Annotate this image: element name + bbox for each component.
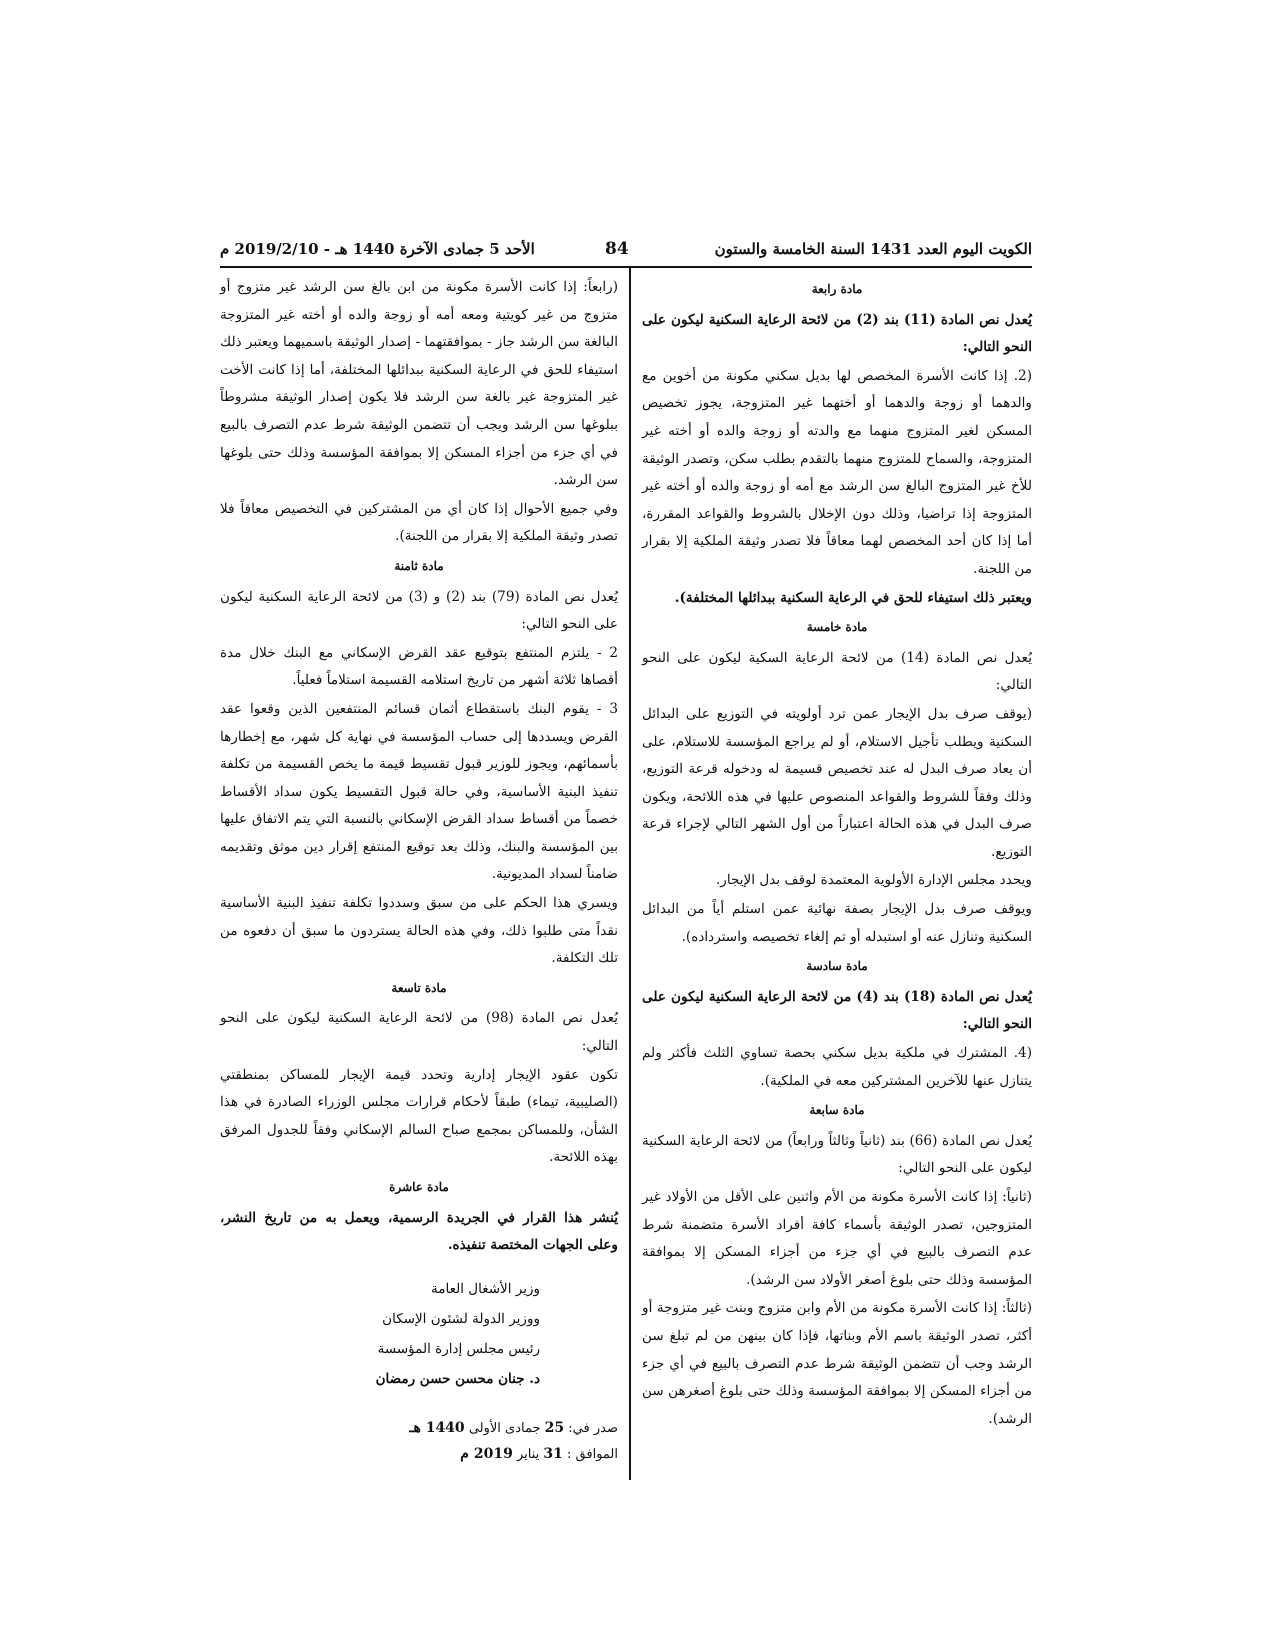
page-number: 84 (605, 239, 629, 259)
header-date: الأحد 5 جمادى الآخرة 1440 هـ - 2019/2/10 م (220, 240, 535, 258)
signatory-title-3: رئيس مجلس إدارة المؤسسة (377, 1340, 540, 1357)
issued-hijri-year: 1440 هـ (409, 1419, 465, 1436)
signatory-title-1: وزير الأشغال العامة (431, 1280, 540, 1297)
signature-block (220, 1274, 618, 1394)
issue-date-hijri (220, 1416, 618, 1441)
article-heading: مادة سابعة (809, 1103, 865, 1118)
article-paragraph: (ثالثاً: إذا كانت الأسرة مكونة من الأم وابن متزوج وبنت غير متزوجة أو أكثر، تصدر الوثيقة باسم الأم وبناتها، فإذا كان بينهن من لم تبلغ سن الرشد وجب أن تتضمن الوثيقة شرط عدم التصرف بالبيع في أي جزء من أجزاء المسكن إلا بموافقة المؤسسة وذلك حتى بلوغ أصغرهن سن الرشد). (642, 1300, 1032, 1427)
article-paragraph: ويحدد مجلس الإدارة الأولوية المعتمدة لوقف بدل الإيجار. (715, 872, 1032, 889)
issued-greg-year: 2019 م (460, 1445, 513, 1462)
signatory-title-2: ووزير الدولة لشئون الإسكان (382, 1310, 540, 1327)
left-column (220, 274, 618, 1468)
article-paragraph: يُعدل نص المادة (79) بند (2) و (3) من لائحة الرعاية السكنية ليكون على النحو التالي: (220, 588, 618, 633)
article-heading: مادة سادسة (806, 959, 868, 974)
article-paragraph: (رابعاً: إذا كانت الأسرة مكونة من ابن بالغ سن الرشد غير متزوج أو متزوج من غير كويتية ومعه أمه أو زوجة والده أو أخته غير المتزوجة البالغة سن الرشد جاز - بموافقتهما - إصدار الوثيقة باسميهما ويعتبر ذلك استيفاء للحق في الرعاية السكنية ببدائلها المختلفة، أما إذا كانت الأخت غير المتزوجة غير بالغة سن الرشد فلا يكون إصدار الوثيقة مشروطاً ببلوغها سن الرشد ويجب أن تتضمن الوثيقة شرط عدم التصرف بالبيع في أي جزء من أجزاء المسكن إلا بموافقة المؤسسة وذلك حتى بلوغها سن الرشد. (220, 279, 618, 489)
article-heading: مادة تاسعة (391, 980, 447, 995)
article-paragraph: (ثانياً: إذا كانت الأسرة مكونة من الأم واثنين على الأقل من الأولاد غير المتزوجين، تصدر الوثيقة بأسماء كافة أفراد الأسرة متضمنة شرط عدم التصرف بالبيع في أي جزء من أجزاء المسكن إلا بموافقة المؤسسة وذلك حتى بلوغ أصغر الأولاد سن الرشد). (642, 1189, 1032, 1288)
article-paragraph: يُعدل نص المادة (14) من لائحة الرعاية السكية ليكون على النحو التالي: (642, 649, 1033, 694)
issued-label: صدر في: (568, 1420, 618, 1436)
article-paragraph: ويعتبر ذلك استيفاء للحق في الرعاية السكنية ببدائلها المختلفة). (674, 589, 1032, 606)
header-publication: الكويت اليوم العدد 1431 السنة الخامسة والستون (714, 240, 1032, 258)
issued-greg-month: يناير (516, 1446, 540, 1462)
article-paragraph: 2 - يلتزم المنتفع بتوقيع عقد القرض الإسكاني مع البنك خلال مدة أقصاها ثلاثة أشهر من تاريخ استلامه القسيمة استلاماً فعلياً. (220, 644, 618, 689)
left-column-body (220, 274, 618, 1260)
issue-date-block (220, 1416, 618, 1467)
header-rule (220, 266, 1032, 268)
article-paragraph: تكون عقود الإيجار إدارية وتحدد قيمة الإيجار للمساكن بمنطقتي (الصليبية، تيماء) طبقاً لأحكام قرارات مجلس الوزراء الصادرة في هذا الشأن، وللمساكن بمجمع صباح السالم الإسكاني وفقاً للجدول المرفق بهذه اللائحة. (220, 1066, 618, 1166)
article-heading: مادة عاشرة (389, 1180, 449, 1194)
article-paragraph: (4. المشترك في ملكية بديل سكني بحصة تساوي الثلث فأكثر ولم يتنازل عنها للآخرين المشتركين معه في الملكية). (642, 1045, 1032, 1089)
article-paragraph: 3 - يقوم البنك باستقطاع أثمان قسائم المنتفعين الذين وقعوا عقد القرض ويسددها إلى حساب المؤسسة في نهاية كل شهر، مع إخطارها بأسمائهم، ويجوز للوزير قبول تقسيط قيمة ما يخص القسيمة من تكلفة تنفيذ البنية الأساسية، وفي حالة قبول التقسيط يكون سداد الأقساط خصماً من أقساط سداد القرض الإسكاني بالنسبة التي يتم الاتفاق عليها بين المؤسسة والبنك، وذلك بعد توقيع المنتفع إقرار دين موثق وتقديمه ضامناً لسداد المديونية. (220, 700, 618, 883)
article-heading: مادة خامسة (806, 620, 868, 635)
article-heading: مادة رابعة (811, 282, 863, 296)
right-column (642, 274, 1032, 1434)
article-paragraph: (يوقف صرف بدل الإيجار عمن ترد أولويته في التوزيع على البدائل السكنية ويطلب تأجيل الاستلام، أو لم يراجع المؤسسة للاستلام، على أن يعاد صرف البدل له عند تخصيص قسيمة له ودخوله قرعة التوزيع، وذلك وفقاً للشروط والقواعد المنصوص عليها في هذه اللائحة، ويكون صرف البدل في هذه الحالة اعتباراً من أول الشهر التالي لإجراء قرعة التوزيع. (642, 705, 1032, 860)
issued-hijri-month: جمادى الأولى (468, 1420, 541, 1436)
corresponding-label: الموافق : (567, 1446, 618, 1462)
article-heading: مادة ثامنة (394, 558, 444, 573)
article-paragraph: يُعدل نص المادة (98) من لائحة الرعاية السكنية ليكون على النحو التالي: (220, 1010, 618, 1055)
article-paragraph: يُنشر هذا القرار في الجريدة الرسمية، ويعمل به من تاريخ النشر، وعلى الجهات المختصة تنفيذه. (220, 1209, 618, 1254)
issued-greg-day: 31 (543, 1445, 563, 1462)
issue-date-gregorian (220, 1442, 618, 1467)
article-paragraph: يُعدل نص المادة (11) بند (2) من لائحة الرعاية السكنية ليكون على النحو التالي: (642, 311, 1033, 356)
article-paragraph: (2. إذا كانت الأسرة المخصص لها بديل سكني مكونة من أخوين مع والدهما أو زوجة والدهما أو أختهما غير المتزوجة، يجوز تخصيص المسكن لغير المتزوج منهما مع والدته أو زوجة والده أو أخته غير المتزوجة، والسماح للمتزوج منهما بالتقدم بطلب سكن، وتصدر الوثيقة للأخ غير المتزوج البالغ سن الرشد مع أمه أو زوجة والده أو أخته غير المتزوجة إذا تراضيا، وذلك دون الإخلال بالشروط والقواعد المقررة، أما إذا كان أحد المخصص لهما معاقاً فلا تصدر وثيقة الملكية إلا بقرار من اللجنة. (642, 367, 1032, 577)
signatory-name: د. جنان محسن حسن رمضان (375, 1370, 540, 1387)
article-paragraph: وفي جميع الأحوال إذا كان أي من المشتركين في التخصيص معاقاً فلا تصدر وثيقة الملكية إلا بقرار من اللجنة). (220, 500, 618, 545)
issued-hijri-day: 25 (544, 1419, 565, 1436)
article-paragraph: يُعدل نص المادة (18) بند (4) من لائحة الرعاية السكنية ليكون على النحو التالي: (642, 988, 1033, 1033)
column-divider (629, 268, 631, 1480)
article-paragraph: يُعدل نص المادة (66) بند (ثانياً وثالثاً ورابعاً) من لائحة الرعاية السكنية ليكون على النحو التالي: (642, 1132, 1033, 1177)
page-header (220, 238, 1032, 264)
article-paragraph: ويوقف صرف بدل الإيجار بصفة نهائية عمن استلم أياً من البدائل السكنية وتنازل عنه أو استبدله أو تم إلغاء تخصيصه واسترداده). (642, 901, 1032, 945)
article-paragraph: ويسري هذا الحكم على من سبق وسددوا تكلفة تنفيذ البنية الأساسية نقداً متى طلبوا ذلك، وفي هذه الحالة يستردون ما سبق أن دفعوه من تلك التكلفة. (220, 895, 618, 967)
